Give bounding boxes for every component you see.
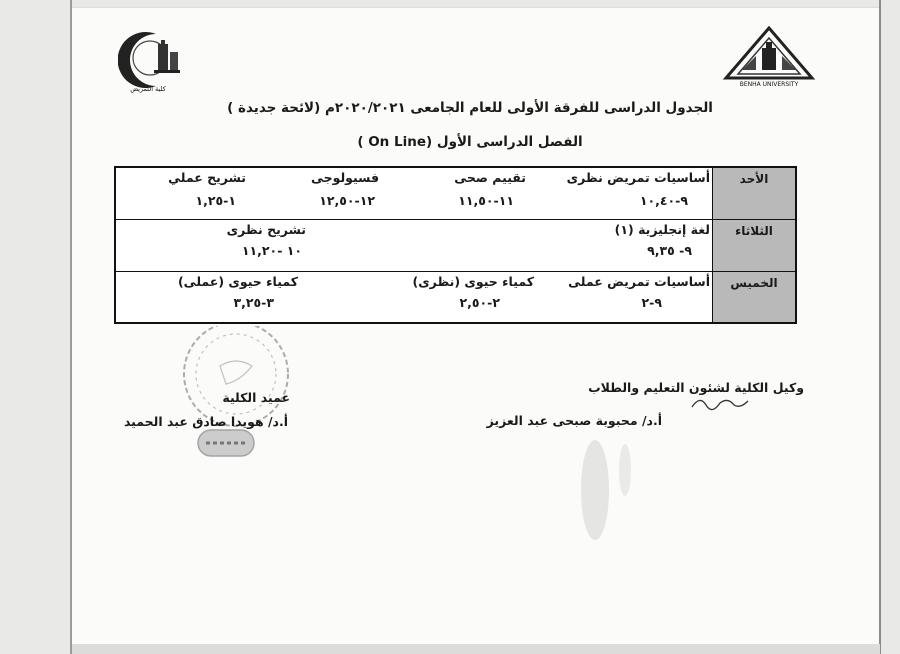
scan-smudge (565, 430, 645, 570)
class-slot (454, 170, 526, 208)
class-time: ٩- ٩,٣٥ (647, 243, 692, 259)
schedule-row-thursday (115, 271, 796, 323)
schedule-title: الجدول الدراسى للفرقة الأولى للعام الجامعى ٢٠٢٠/٢٠٢١م (لائحة جديدة ) (227, 100, 713, 116)
schedule-table (114, 166, 797, 324)
scan-edge-bottom (72, 644, 880, 654)
slots-cell (115, 167, 713, 220)
class-time: ٩-٢ (641, 294, 662, 310)
vice-dean-title: وكيل الكلية لشئون التعليم والطلاب (588, 380, 804, 395)
class-time: ١٠ -١١,٢٠ (241, 243, 302, 259)
subject-name: تشريح عملي (168, 170, 246, 185)
subject-name: أساسيات تمريض نظرى (566, 170, 710, 185)
class-slot (311, 170, 379, 208)
subject-name: تشريح نظرى (226, 222, 306, 238)
class-slot (168, 170, 246, 208)
class-time: ٣-٣,٢٥ (233, 294, 274, 310)
subject-name: فسيولوجى (310, 170, 379, 185)
dean-title: عميد الكلية (222, 390, 290, 405)
class-slot (413, 274, 534, 310)
class-time: ٩-١٠,٤٠ (639, 193, 688, 208)
scan-edge-left (70, 0, 72, 654)
schedule-row-tuesday (115, 220, 796, 272)
class-slot (568, 274, 710, 310)
subject-name: لغة إنجليزية (١) (614, 222, 710, 238)
logo-left-caption: كلية التمريض (130, 85, 166, 93)
scan-edge-right (879, 0, 881, 654)
benha-university-logo (722, 26, 816, 88)
semester-subtitle: الفصل الدراسى الأول (On Line ) (357, 134, 583, 150)
nursing-faculty-logo (118, 30, 188, 94)
class-slot (615, 222, 710, 258)
day-cell: الأحد (713, 167, 797, 220)
handwritten-signature (690, 393, 750, 413)
day-cell: الخميس (713, 271, 797, 323)
subject-name: تقييم صحى (454, 170, 526, 185)
class-slot (227, 222, 306, 258)
dean-name: أ.د/ هويدا صادق عبد الحميد (123, 414, 288, 429)
class-time: ٢-٢,٥٠ (459, 294, 500, 310)
class-time: ١٢-١٢,٥٠ (319, 193, 375, 208)
class-time: ١١-١١,٥٠ (458, 193, 514, 208)
subject-name: كمياء حيوى (نظرى) (412, 273, 534, 289)
subject-name: كمياء حيوى (عملى) (177, 273, 298, 289)
subject-name: أساسيات تمريض عملى (568, 273, 710, 289)
schedule-row-sunday (115, 167, 796, 220)
slots-cell (115, 220, 713, 272)
slots-cell (115, 271, 713, 323)
class-slot (567, 170, 710, 208)
class-time: ١-١,٢٥ (195, 193, 236, 208)
logo-right-caption: BENHA UNIVERSITY (739, 81, 799, 88)
day-cell: الثلاثاء (713, 220, 797, 272)
vice-dean-name: أ.د/ محبوبة صبحى عبد العزيز (486, 413, 662, 428)
class-slot (178, 274, 298, 310)
